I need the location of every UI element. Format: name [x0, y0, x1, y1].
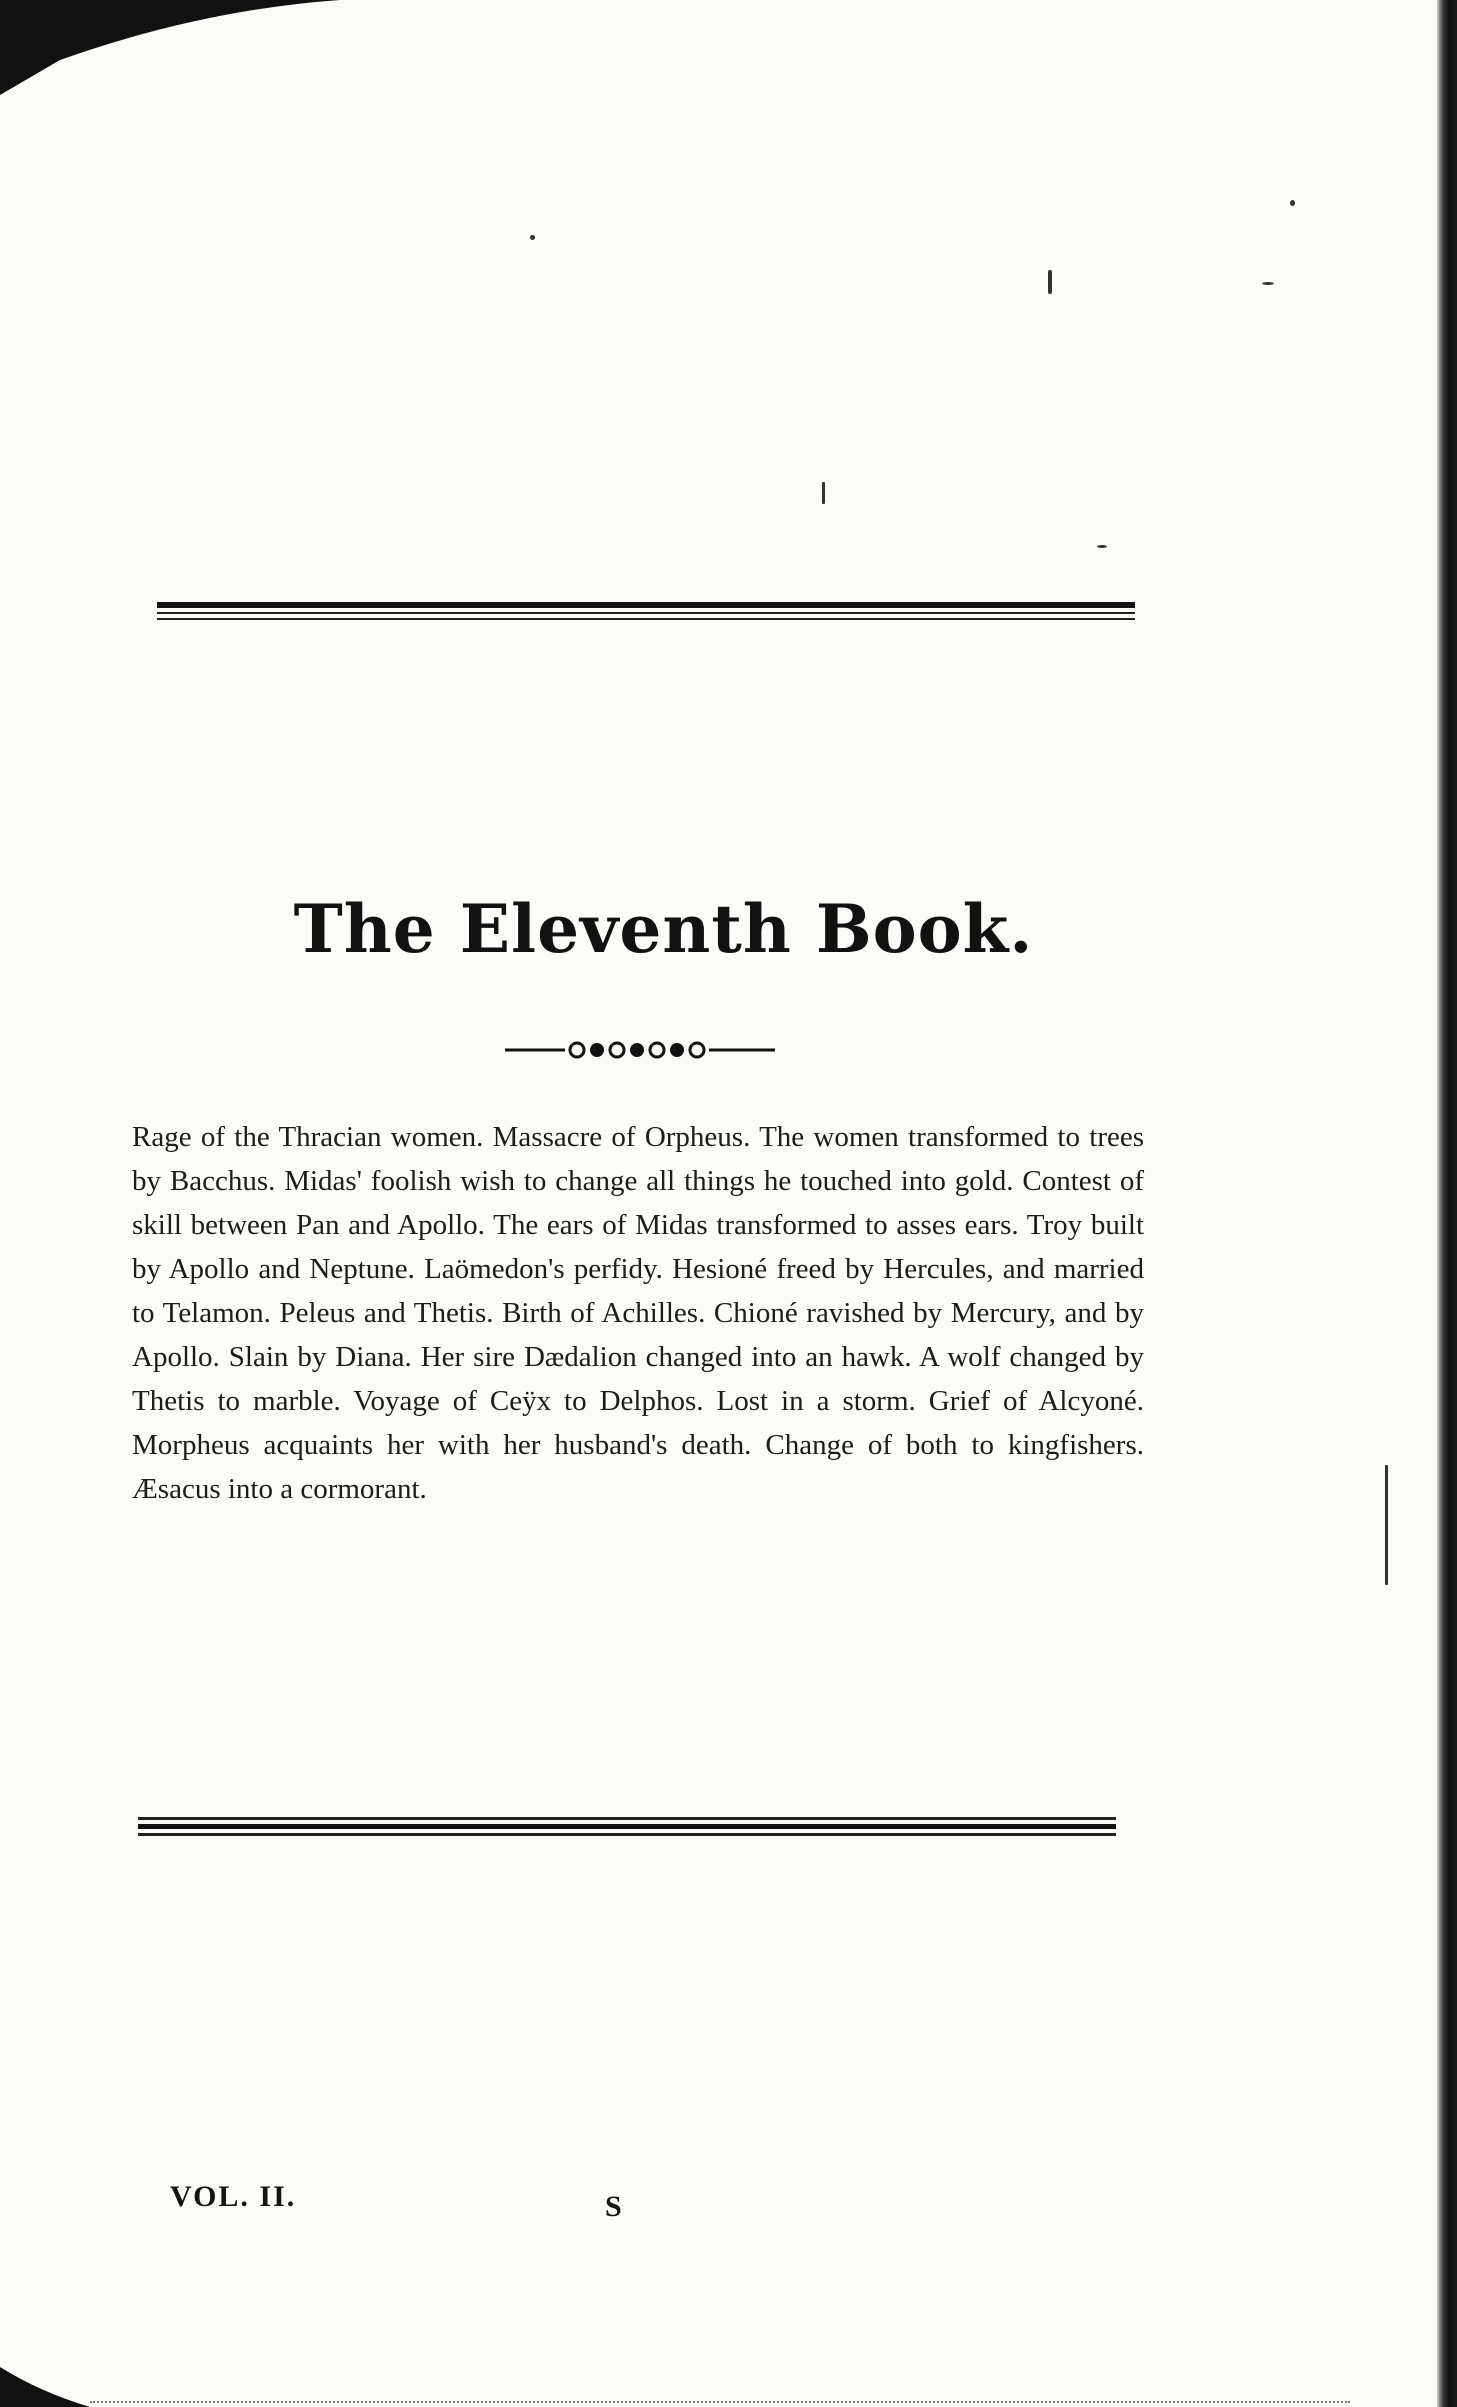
ink-speck: [530, 235, 535, 240]
bottom-double-rule: [138, 1815, 1116, 1845]
ink-speck: [1262, 282, 1274, 285]
ink-speck: [1385, 1465, 1388, 1585]
ink-speck: [1097, 545, 1107, 548]
scan-page-edge: [1437, 0, 1457, 2407]
signature-mark: S: [605, 2190, 622, 2223]
ink-speck: [1048, 270, 1052, 294]
ornament-glyph-text: o●o●o●o: [505, 1035, 509, 1036]
scan-bottom-noise: [90, 2393, 1350, 2403]
ink-speck: [1290, 200, 1295, 206]
volume-signature: VOL. II.: [170, 2180, 297, 2213]
ink-speck: [822, 482, 825, 504]
scan-corner-shadow-top: [0, 0, 340, 95]
top-double-rule: [157, 598, 1135, 628]
page-title: The Eleventh Book.: [293, 890, 1034, 968]
scan-corner-shadow-bottom: [0, 2367, 90, 2407]
book-argument-summary: Rage of the Thracian women. Massacre of Orpheus. The women transformed to trees by Bacchus. Midas' foolish wish to change all things he touched into gold. Contest of skill between Pan and Apollo. The ears of Midas transformed to asses ears. Troy built by Apollo and Neptune. Laömedon's perfidy. Hesioné freed by Hercules, and married to Telamon. Peleus and Thetis. Birth of Achilles. Chioné ravished by Mercury, and by Apollo. Slain by Diana. Her sire Dædalion changed into an hawk. A wolf changed by Thetis to marble. Voyage of Ceÿx to Delphos. Lost in a storm. Grief of Alcyoné. Morpheus acquaints her with her husband's death. Change of both to kingfishers. Æsacus into a cormorant.: [132, 1121, 1144, 1505]
title-ornament: [505, 1035, 775, 1065]
